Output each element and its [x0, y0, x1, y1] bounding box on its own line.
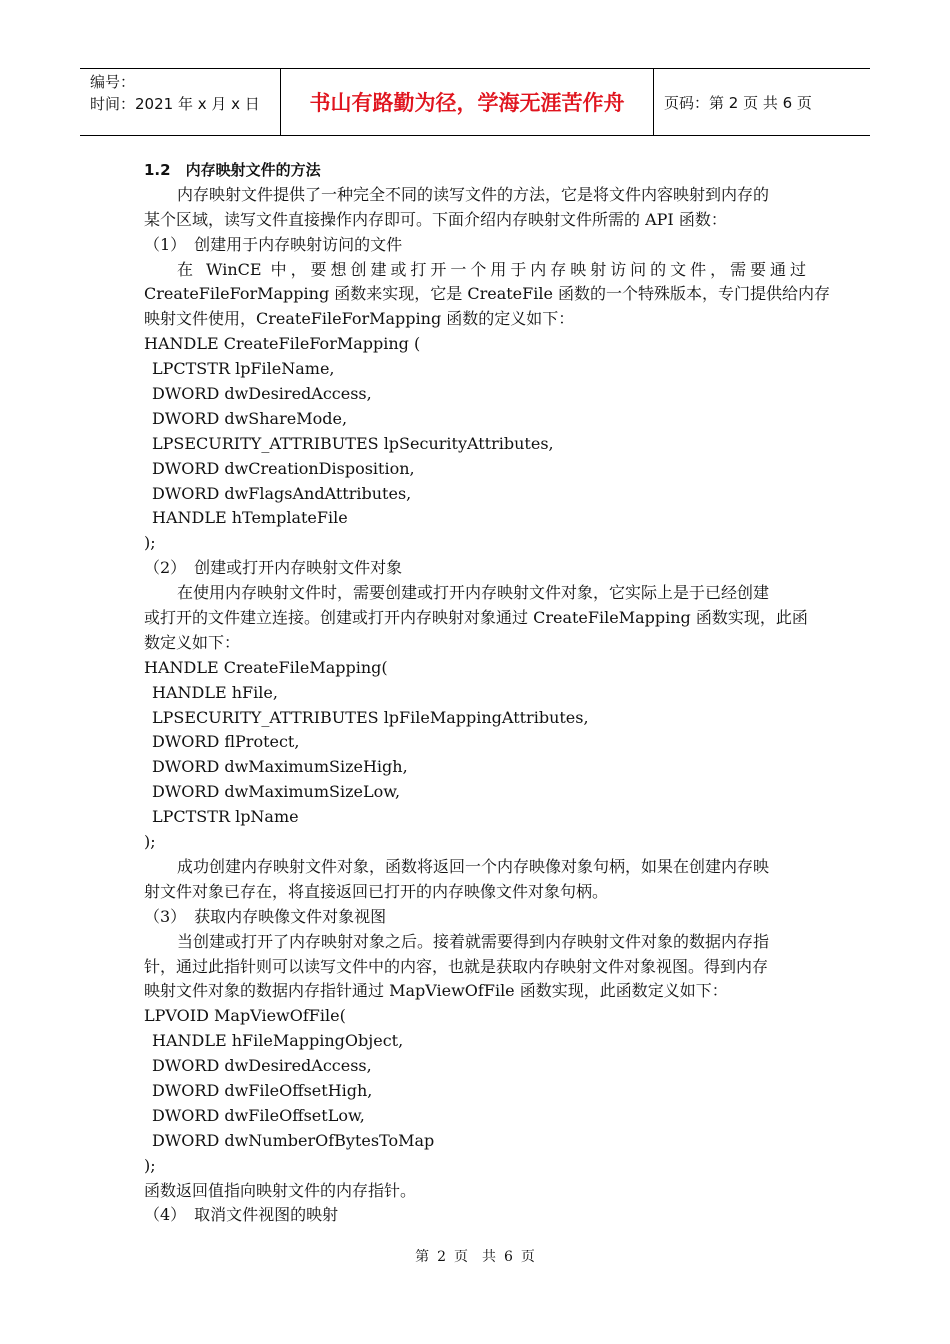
code-line: LPCTSTR lpName [152, 807, 299, 827]
code-line: DWORD dwFileOffsetLow, [152, 1105, 365, 1125]
subsection-heading: （1） 创建用于内存映射访问的文件 [144, 234, 403, 254]
header-page-info: 页码：第 2 页 共 6 页 [664, 93, 812, 112]
document-body [144, 158, 831, 1228]
page-footer [0, 1246, 950, 1266]
paragraph-line: 某个区域，读写文件直接操作内存即可。下面介绍内存映射文件所需的 API 函数： [144, 209, 727, 229]
subsection-heading: （2） 创建或打开内存映射文件对象 [144, 558, 403, 578]
code-line: DWORD dwNumberOfBytesToMap [152, 1130, 435, 1150]
code-line: LPSECURITY_ATTRIBUTES lpFileMappingAttributes, [152, 707, 589, 727]
header-motto: 书山有路勤为径，学海无涯苦作舟 [281, 69, 654, 135]
footer-prefix: 第 [415, 1249, 430, 1265]
document-number-label: 编号： [90, 73, 136, 91]
footer-total-pages: 6 [504, 1249, 513, 1265]
paragraph-line: 在使用内存映射文件时，需要创建或打开内存映射文件对象，它实际上是于已经创建 [177, 583, 770, 603]
subsection-heading: （4） 取消文件视图的映射 [144, 1205, 339, 1225]
subsection-heading: （3） 获取内存映像文件对象视图 [144, 906, 387, 926]
code-line: HANDLE hTemplateFile [152, 508, 348, 528]
code-line: DWORD dwDesiredAccess, [152, 1056, 372, 1076]
paragraph-line: 数定义如下： [144, 632, 241, 652]
paragraph-line: 针，通过此指针则可以读写文件中的内容，也就是获取内存映射文件对象视图。得到内存 [144, 956, 769, 976]
paragraph-line: 成功创建内存映射文件对象，函数将返回一个内存映像对象句柄，如果在创建内存映 [177, 856, 770, 876]
code-line: LPVOID MapViewOfFile( [144, 1006, 346, 1026]
code-line: LPSECURITY_ATTRIBUTES lpSecurityAttributes, [152, 433, 554, 453]
code-line: DWORD dwCreationDisposition, [152, 458, 415, 478]
code-line: ); [144, 1155, 156, 1175]
code-line: HANDLE CreateFileForMapping ( [144, 334, 421, 354]
paragraph-line: CreateFileForMapping 函数来实现，它是 CreateFile 函数的一个特殊版本，专门提供给内存 [144, 284, 831, 304]
footer-mid: 页 共 [454, 1249, 496, 1265]
paragraph-line: 或打开的文件建立连接。创建或打开内存映射对象通过 CreateFileMapping 函数实现，此函 [144, 608, 808, 628]
section-title: 1.2 内存映射文件的方法 [144, 161, 321, 179]
paragraph-line: 映射文件使用，CreateFileForMapping 函数的定义如下： [144, 309, 575, 329]
code-line: LPCTSTR lpFileName, [152, 359, 335, 379]
document-date-label: 时间：2021 年 x 月 x 日 [90, 95, 260, 113]
code-line: DWORD dwMaximumSizeLow, [152, 782, 401, 802]
paragraph-line: 内存映射文件提供了一种完全不同的读写文件的方法，它是将文件内容映射到内存的 [177, 184, 770, 204]
code-line: ); [144, 832, 156, 852]
page-header [80, 68, 870, 136]
footer-page-number: 2 [437, 1249, 446, 1265]
footer-suffix: 页 [520, 1249, 535, 1265]
code-line: HANDLE hFileMappingObject, [152, 1031, 404, 1051]
code-line: DWORD dwFlagsAndAttributes, [152, 483, 412, 503]
paragraph-line: 在 WinCE 中，要想创建或打开一个用于内存映射访问的文件，需要通过 [177, 259, 806, 279]
code-line: DWORD flProtect, [152, 732, 300, 752]
paragraph-line: 函数返回值指向映射文件的内存指针。 [144, 1180, 417, 1200]
header-meta [80, 69, 281, 135]
paragraph-line: 当创建或打开了内存映射对象之后。接着就需要得到内存映射文件对象的数据内存指 [177, 931, 770, 951]
code-line: DWORD dwMaximumSizeHigh, [152, 757, 408, 777]
code-line: HANDLE CreateFileMapping( [144, 657, 388, 677]
code-line: DWORD dwFileOffsetHigh, [152, 1080, 373, 1100]
code-line: HANDLE hFile, [152, 682, 278, 702]
code-line: ); [144, 533, 156, 553]
code-line: DWORD dwShareMode, [152, 408, 348, 428]
paragraph-line: 射文件对象已存在，将直接返回已打开的内存映像文件对象句柄。 [144, 881, 609, 901]
code-line: DWORD dwDesiredAccess, [152, 384, 372, 404]
paragraph-line: 映射文件对象的数据内存指针通过 MapViewOfFile 函数实现，此函数定义如下： [144, 981, 728, 1001]
